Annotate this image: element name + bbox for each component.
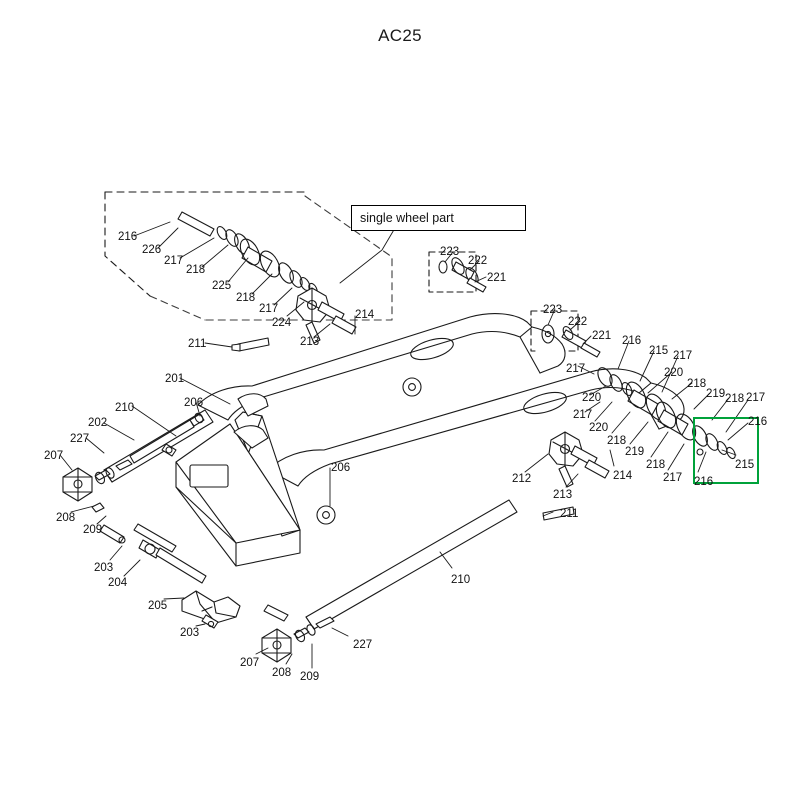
part-callout: 218 [687,378,707,390]
part-callout: 220 [589,422,609,434]
part-callout: 216 [748,416,768,428]
part-callout: 217 [663,472,683,484]
part-callout: 206 [331,462,351,474]
part-callout: 214 [355,309,375,321]
part-callout: 211 [560,508,579,520]
part-callout: 210 [115,402,135,414]
part-callout: 213 [553,489,573,501]
part-callout: 208 [56,512,76,524]
part-callout: 207 [240,657,260,669]
part-callout: 206 [184,397,204,409]
part-callout: 209 [83,524,103,536]
part-callout: 205 [148,600,168,612]
part-callout: 213 [300,336,320,348]
part-callout: 207 [44,450,64,462]
part-callout: 217 [573,409,593,421]
part-callout: 210 [451,574,471,586]
part-callout: 217 [259,303,279,315]
page-title: AC25 [378,26,422,45]
part-callout: 219 [706,388,726,400]
part-callout: 211 [188,338,207,350]
part-callout: 218 [725,393,745,405]
part-callout: 218 [646,459,666,471]
part-callout: 203 [94,562,114,574]
part-callout: 208 [272,667,292,679]
part-callout: 221 [592,330,612,342]
part-callout: 222 [568,316,588,328]
part-callout: 214 [613,470,633,482]
part-callout: 218 [236,292,256,304]
part-callout: 223 [543,304,563,316]
part-callout: 216 [622,335,642,347]
part-callout: 215 [649,345,669,357]
part-callout: 201 [165,373,185,385]
part-callout: 212 [512,473,532,485]
part-callout: 225 [212,280,232,292]
part-callout: 218 [186,264,206,276]
part-callout: 203 [180,627,200,639]
part-callout: 227 [353,639,373,651]
part-callout: 216 [694,476,714,488]
part-callout: 220 [664,367,684,379]
part-callout: 216 [118,231,138,243]
part-callout: 226 [142,244,162,256]
part-callout: 223 [440,246,460,258]
part-callout: 217 [164,255,184,267]
part-callout: 202 [88,417,108,429]
part-callout: 221 [487,272,507,284]
note-label: single wheel part [360,211,454,225]
part-callout: 209 [300,671,320,683]
part-callout: 219 [625,446,645,458]
part-callout: 217 [566,363,586,375]
part-callout: 224 [272,317,292,329]
part-callout: 204 [108,577,128,589]
part-callout: 220 [582,392,602,404]
part-callout: 218 [607,435,627,447]
part-callout: 215 [735,459,755,471]
part-callout: 222 [468,255,488,267]
single-wheel-part-note [351,205,526,231]
part-callout: 217 [746,392,766,404]
part-callout: 227 [70,433,90,445]
part-callout: 217 [673,350,693,362]
